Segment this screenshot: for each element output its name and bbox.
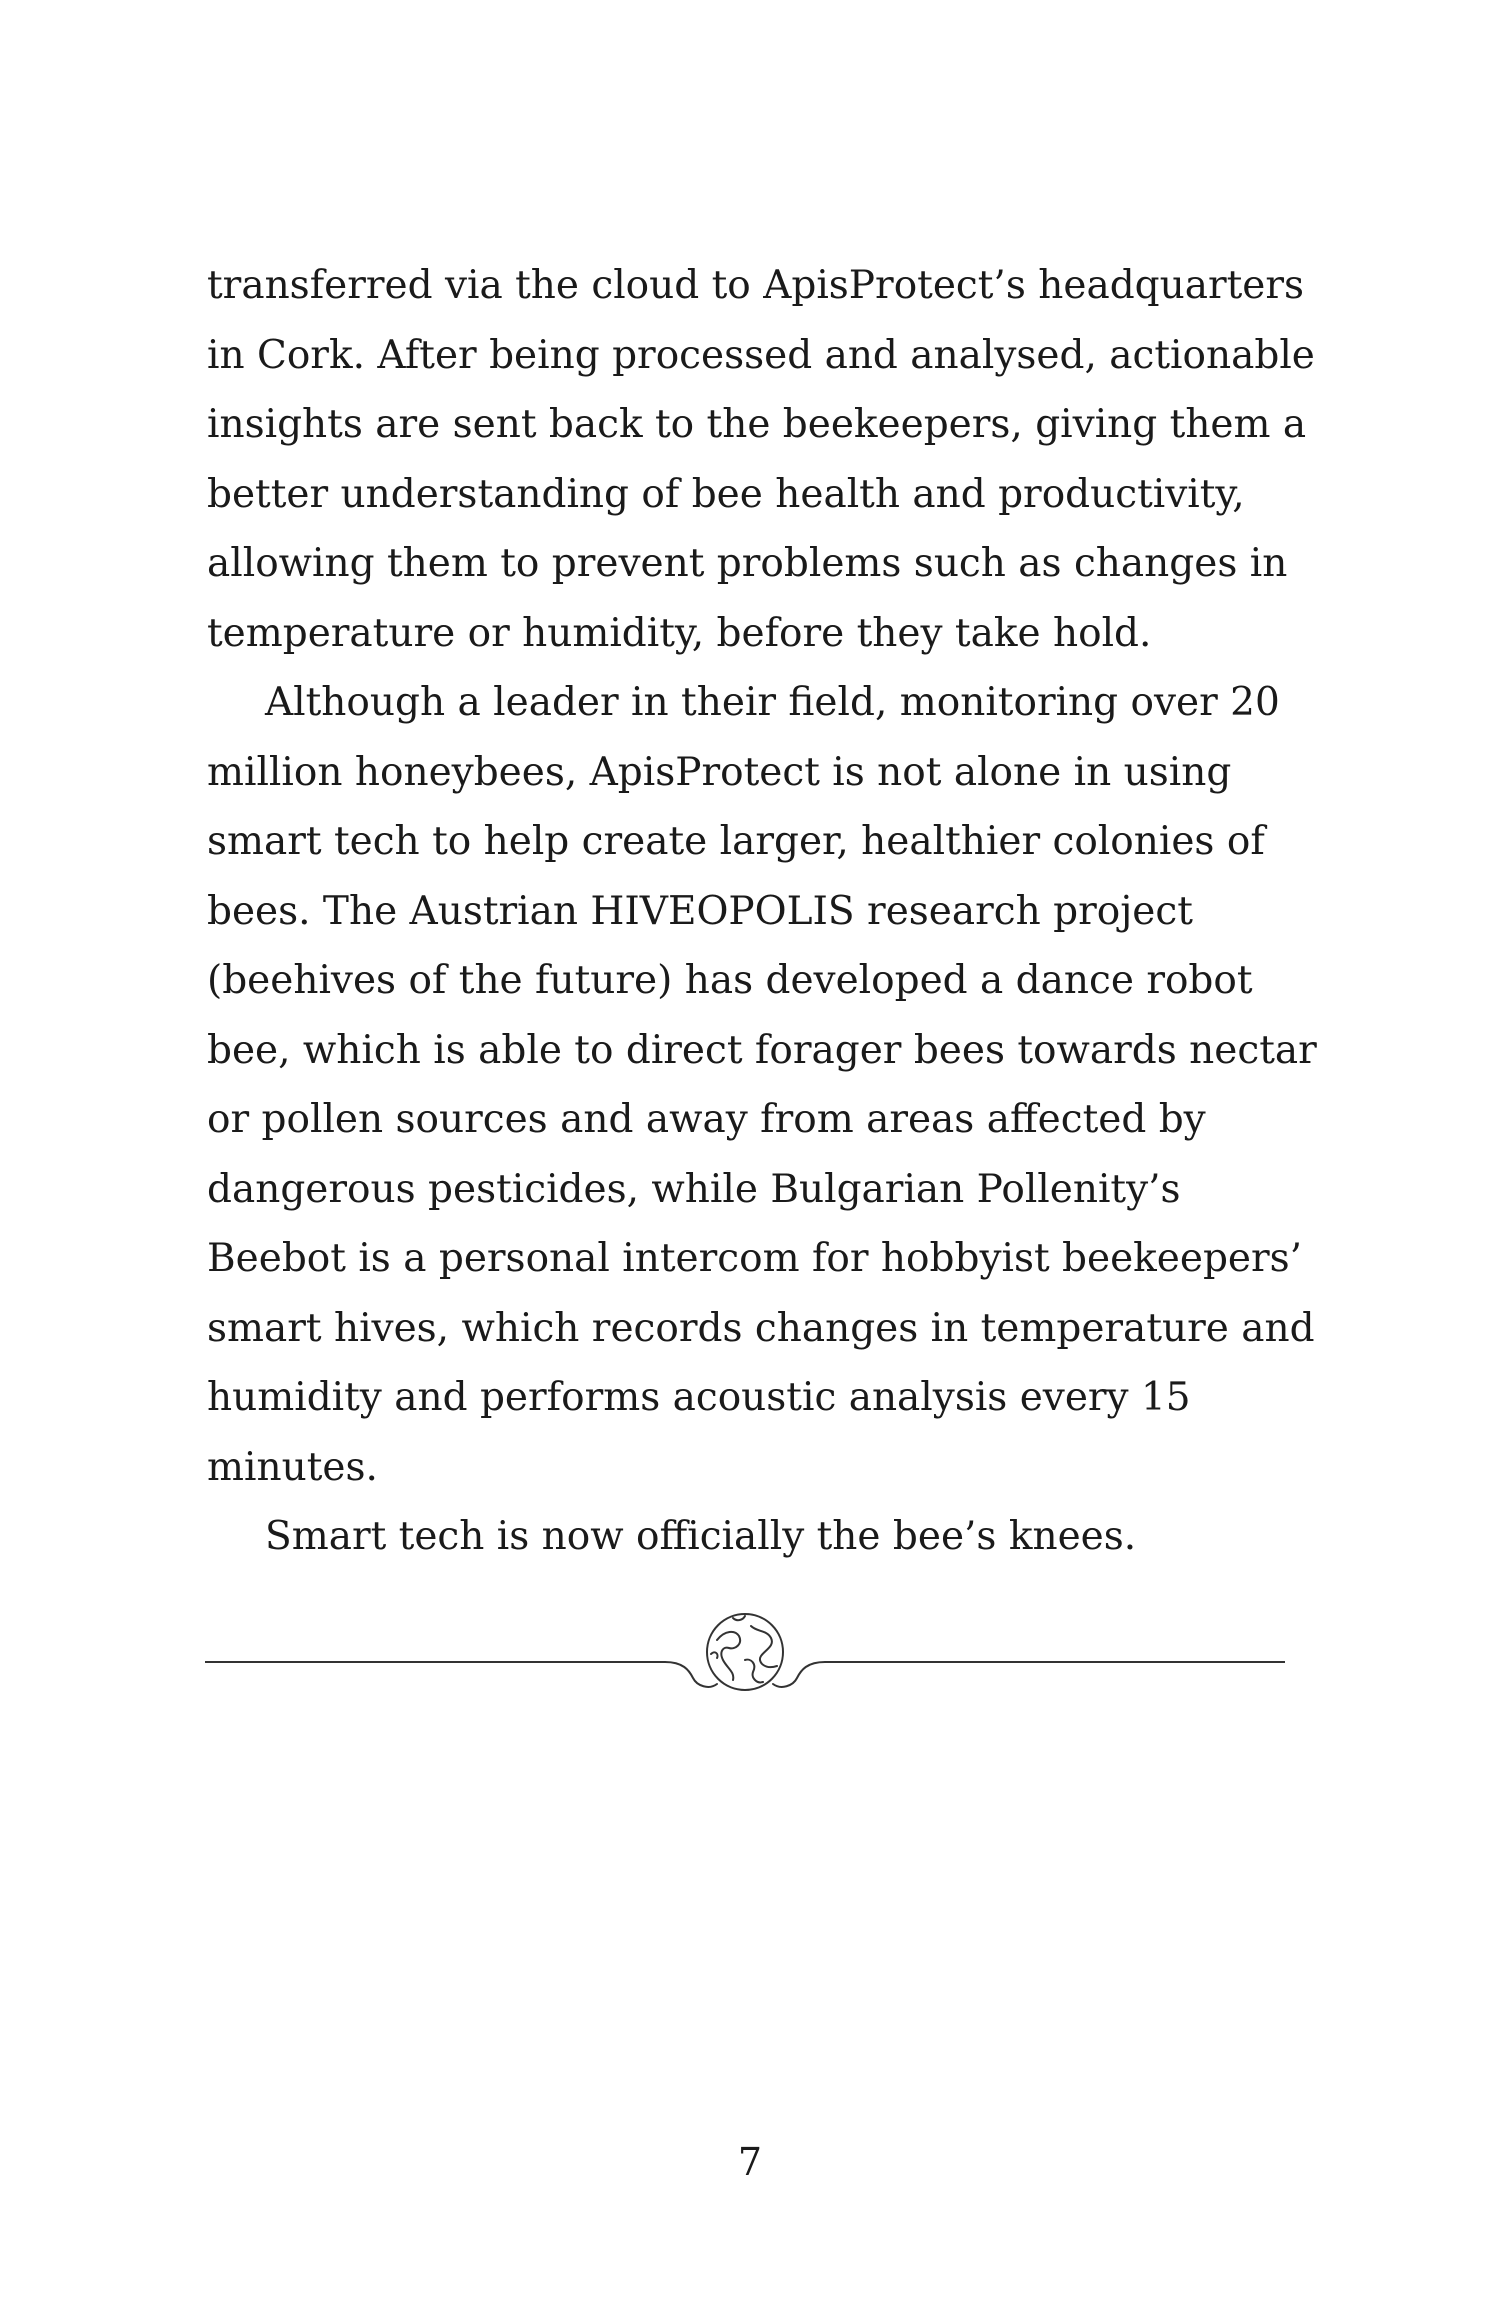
paragraph-start-line: Although a leader in their field, monitoring over 20 bbox=[265, 680, 1280, 725]
text-line: minutes. bbox=[207, 1444, 378, 1490]
text-line: transferred via the cloud to ApisProtect’s headquarters bbox=[207, 263, 1305, 308]
text-line: better understanding of bee health and productivity, bbox=[207, 471, 1245, 517]
text-line: (beehives of the future) has developed a dance robot bbox=[207, 958, 1253, 1003]
text-line: dangerous pesticides, while Bulgarian Pollenity’s bbox=[207, 1166, 1181, 1212]
globe-icon bbox=[707, 1614, 783, 1690]
globe-divider-ornament bbox=[205, 1600, 1285, 1710]
body-text bbox=[207, 251, 1317, 1572]
page-number: 7 bbox=[737, 2140, 763, 2184]
text-line: or pollen sources and away from areas affected by bbox=[207, 1097, 1206, 1142]
paragraph-start-line: Smart tech is now officially the bee’s knees. bbox=[265, 1514, 1137, 1559]
text-line: humidity and performs acoustic analysis every 15 bbox=[207, 1375, 1191, 1420]
text-line: million honeybees, ApisProtect is not alone in using bbox=[207, 749, 1232, 795]
text-line: allowing them to prevent problems such as changes in bbox=[207, 541, 1288, 586]
text-line: Beebot is a personal intercom for hobbyist beekeepers’ bbox=[207, 1236, 1303, 1281]
text-line: bee, which is able to direct forager bees towards nectar bbox=[207, 1027, 1317, 1073]
text-line: bees. The Austrian HIVEOPOLIS research project bbox=[207, 888, 1193, 934]
text-line: in Cork. After being processed and analysed, actionable bbox=[207, 332, 1315, 378]
text-line: temperature or humidity, before they take hold. bbox=[207, 610, 1152, 656]
text-line: smart tech to help create larger, healthier colonies of bbox=[207, 819, 1265, 864]
text-line: insights are sent back to the beekeepers, giving them a bbox=[207, 402, 1307, 447]
text-line: smart hives, which records changes in temperature and bbox=[207, 1305, 1315, 1351]
